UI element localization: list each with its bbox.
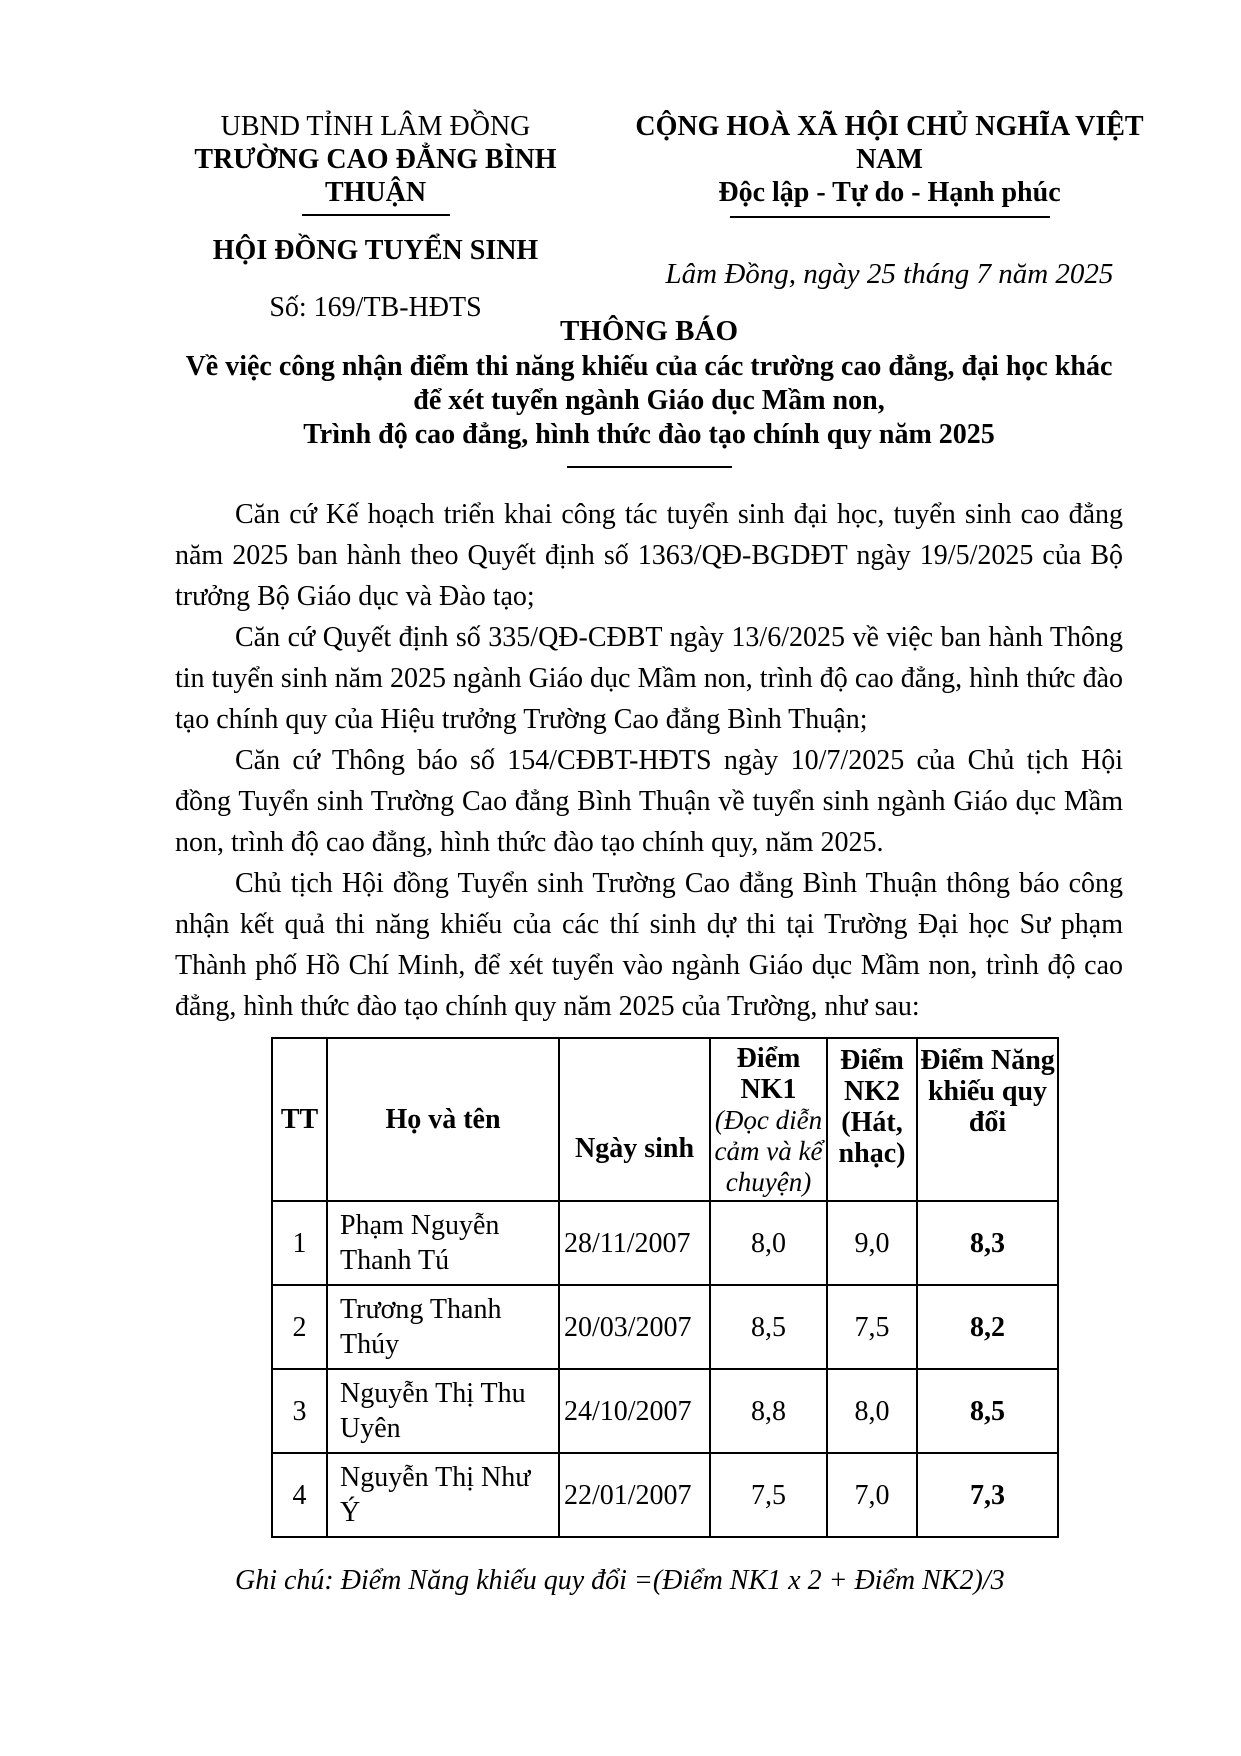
cell-dob: 24/10/2007 <box>559 1369 710 1453</box>
cell-tt: 1 <box>272 1201 327 1285</box>
cell-converted: 7,3 <box>917 1453 1058 1537</box>
col-header-nk1-subtitle: (Đọc diễn cảm và kể chuyện) <box>714 1105 823 1197</box>
title-block <box>175 312 1123 468</box>
cell-name: Nguyễn Thị Như Ý <box>327 1453 559 1537</box>
cell-nk2: 7,5 <box>827 1285 917 1369</box>
cell-dob: 28/11/2007 <box>559 1201 710 1285</box>
cell-name: Trương Thanh Thúy <box>327 1285 559 1369</box>
table-header-row <box>272 1038 1058 1201</box>
cell-nk1: 8,5 <box>710 1285 827 1369</box>
document-content <box>0 312 1241 1600</box>
cell-tt: 3 <box>272 1369 327 1453</box>
title-divider <box>567 466 732 468</box>
doc-type-title: THÔNG BÁO <box>559 315 739 347</box>
col-header-nk1-title: Điểm NK1 <box>736 1043 801 1105</box>
paragraph: Chủ tịch Hội đồng Tuyển sinh Trường Cao đẳng Bình Thuận thông báo công nhận kết quả thi năng khiếu của các thí sinh dự thi tại Trường Đại học Sư phạm Thành phố Hồ Chí Minh, để xét tuyển vào ngành Giáo dục Mầm non, trình độ cao đẳng, hình thức đào tạo chính quy năm 2025 của Trường, như sau: <box>175 868 1123 1022</box>
cell-nk2: 8,0 <box>827 1369 917 1453</box>
cell-converted: 8,3 <box>917 1201 1058 1285</box>
org-name: TRƯỜNG CAO ĐẲNG BÌNH THUẬN <box>194 144 557 208</box>
paragraph: Căn cứ Quyết định số 335/QĐ-CĐBT ngày 13/6/2025 về việc ban hành Thông tin tuyển sinh năm 2025 ngành Giáo dục Mầm non, trình độ cao đẳng, hình thức đào tạo chính quy của Hiệu trưởng Trường Cao đẳng Bình Thuận; <box>175 622 1123 735</box>
motto-line2: Độc lập - Tự do - Hạnh phúc <box>718 177 1061 208</box>
motto-underline <box>730 216 1050 218</box>
cell-nk2: 7,0 <box>827 1453 917 1537</box>
table-row <box>272 1201 1058 1285</box>
cell-nk2: 9,0 <box>827 1201 917 1285</box>
cell-name: Phạm Nguyễn Thanh Tú <box>327 1201 559 1285</box>
paragraph: Căn cứ Thông báo số 154/CĐBT-HĐTS ngày 10/7/2025 của Chủ tịch Hội đồng Tuyển sinh Trường Cao đẳng Bình Thuận về tuyển sinh ngành Giáo dục Mầm non, trình độ cao đẳng, hình thức đào tạo chính quy, năm 2025. <box>175 745 1123 858</box>
cell-name: Nguyễn Thị Thu Uyên <box>327 1369 559 1453</box>
issuing-org-block <box>143 110 608 324</box>
col-header-name: Họ và tên <box>327 1038 559 1201</box>
cell-tt: 2 <box>272 1285 327 1369</box>
letterhead <box>0 0 1241 323</box>
footnote: Ghi chú: Điểm Năng khiếu quy đổi =(Điểm NK1 x 2 + Điểm NK2)/3 <box>235 1565 1005 1596</box>
cell-nk1: 7,5 <box>710 1453 827 1537</box>
cell-tt: 4 <box>272 1453 327 1537</box>
col-header-dob: Ngày sinh <box>559 1038 710 1201</box>
cell-nk1: 8,8 <box>710 1369 827 1453</box>
doc-number: Số: 169/TB-HĐTS <box>269 292 482 323</box>
table-row <box>272 1285 1058 1369</box>
subject-line-1: Về việc công nhận điểm thi năng khiếu của các trường cao đẳng, đại học khác <box>185 351 1113 382</box>
org-parent: UBND TỈNH LÂM ĐỒNG <box>220 111 531 142</box>
org-underline <box>302 214 450 216</box>
cell-dob: 22/01/2007 <box>559 1453 710 1537</box>
table-row <box>272 1453 1058 1537</box>
cell-dob: 20/03/2007 <box>559 1285 710 1369</box>
org-dept: HỘI ĐỒNG TUYỂN SINH <box>212 235 539 266</box>
table-row <box>272 1369 1058 1453</box>
subject-line-2: để xét tuyển ngành Giáo dục Mầm non, <box>413 385 885 416</box>
cell-converted: 8,2 <box>917 1285 1058 1369</box>
cell-nk1: 8,0 <box>710 1201 827 1285</box>
subject-line-3: Trình độ cao đẳng, hình thức đào tạo chính quy năm 2025 <box>303 419 995 450</box>
col-header-tt: TT <box>272 1038 327 1201</box>
col-header-nk1 <box>710 1038 827 1201</box>
cell-converted: 8,5 <box>917 1369 1058 1453</box>
col-header-converted: Điểm Năng khiếu quy đổi <box>917 1038 1058 1201</box>
motto-line1: CỘNG HOÀ XÃ HỘI CHỦ NGHĨA VIỆT NAM <box>635 111 1144 175</box>
body-text <box>175 494 1123 1027</box>
national-header-block <box>622 110 1157 291</box>
scores-table <box>271 1037 1059 1538</box>
place-date: Lâm Đồng, ngày 25 tháng 7 năm 2025 <box>665 258 1114 290</box>
col-header-nk2: Điểm NK2 (Hát, nhạc) <box>827 1038 917 1201</box>
paragraph: Căn cứ Kế hoạch triển khai công tác tuyển sinh đại học, tuyển sinh cao đẳng năm 2025 ban hành theo Quyết định số 1363/QĐ-BGDĐT ngày 19/5/2025 của Bộ trưởng Bộ Giáo dục và Đào tạo; <box>175 499 1123 612</box>
